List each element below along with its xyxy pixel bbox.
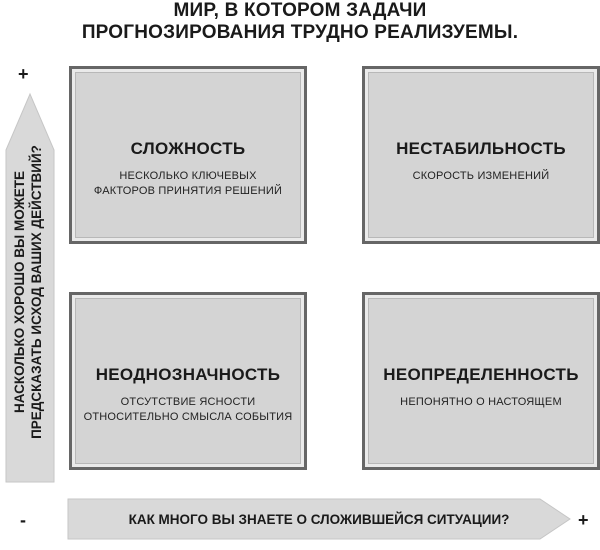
quadrant-uncertainty: [362, 292, 600, 470]
x-axis-minus-sign: -: [20, 510, 26, 530]
quadrant-heading: НЕСТАБИЛЬНОСТЬ: [396, 139, 566, 158]
quadrant-subtitle: [72, 395, 304, 425]
quadrant-heading: СЛОЖНОСТЬ: [130, 139, 246, 158]
quadrant-subtitle-line-1: НЕПОНЯТНО О НАСТОЯЩЕМ: [400, 396, 562, 408]
quadrant-subtitle: [72, 169, 304, 199]
x-axis-label: КАК МНОГО ВЫ ЗНАЕТЕ О СЛОЖИВШЕЙСЯ СИТУАЦИИ?: [128, 512, 510, 527]
quadrant-subtitle-line-2: ОТНОСИТЕЛЬНО СМЫСЛА СОБЫТИЯ: [83, 411, 293, 423]
quadrant-complexity: [69, 66, 307, 244]
quadrant-subtitle-line-1: СКОРОСТЬ ИЗМЕНЕНИЙ: [412, 170, 550, 182]
quadrant-subtitle-line-1: ОТСУТСТВИЕ ЯСНОСТИ: [120, 396, 256, 408]
quadrant-subtitle-line-1: НЕСКОЛЬКО КЛЮЧЕВЫХ: [119, 170, 257, 182]
y-axis-label-line-2: ПРЕДСКАЗАТЬ ИСХОД ВАШИХ ДЕЙСТВИЙ?: [29, 145, 44, 439]
quadrant-heading: НЕОДНОЗНАЧНОСТЬ: [95, 365, 281, 384]
title-line-2: ПРОГНОЗИРОВАНИЯ ТРУДНО РЕАЛИЗУЕМЫ.: [81, 22, 519, 43]
quadrant-subtitle-line-2: ФАКТОРОВ ПРИНЯТИЯ РЕШЕНИЙ: [93, 185, 283, 197]
y-axis-label-line-1: НАСКОЛЬКО ХОРОШО ВЫ МОЖЕТЕ: [12, 170, 27, 414]
quadrant-heading: НЕОПРЕДЕЛЕННОСТЬ: [383, 365, 579, 384]
quadrant-volatility: [362, 66, 600, 244]
diagram-title: [0, 0, 600, 44]
quadrant-subtitle: [365, 395, 597, 410]
quadrant-subtitle: [365, 169, 597, 184]
y-axis-label: [11, 127, 45, 457]
y-axis-plus-sign: +: [18, 64, 29, 84]
quadrant-ambiguity: [69, 292, 307, 470]
x-axis-plus-sign: +: [578, 510, 589, 530]
title-line-1: МИР, В КОТОРОМ ЗАДАЧИ: [173, 0, 427, 21]
